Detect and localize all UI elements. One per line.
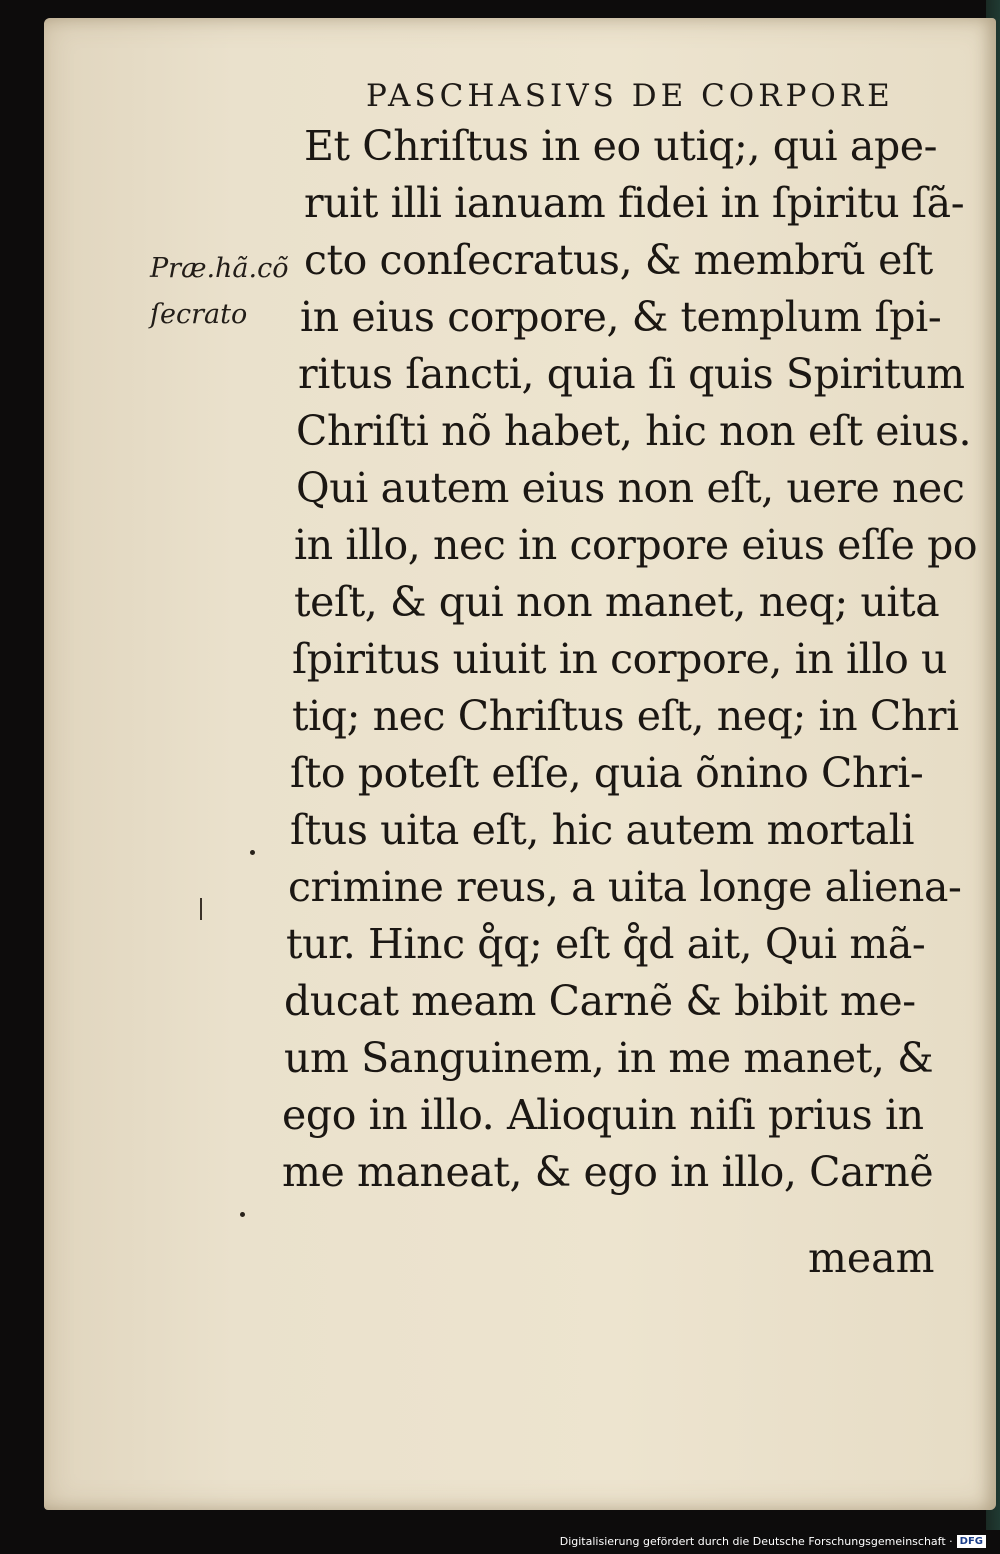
marginal-note (150, 246, 295, 338)
ink-mark (200, 898, 202, 920)
text-line: Et Chriſtus in eo utiq;, qui ape- (304, 122, 938, 170)
text-line: cto conſecratus, & membrũ eſt (304, 236, 933, 284)
marginal-note-line: ſecrato (150, 299, 248, 330)
text-line: ſto poteſt eſſe, quia õnino Chri- (290, 749, 924, 797)
text-line: in eius corpore, & templum ſpi- (300, 293, 942, 341)
text-line: um Sanguinem, in me manet, & (284, 1034, 934, 1082)
text-line: ruit illi ianuam fidei in ſpiritu ſã- (304, 179, 965, 227)
credit-text: Digitalisierung gefördert durch die Deutsche Forschungsgemeinschaft · (559, 1535, 953, 1548)
text-line: crimine reus, a uita longe aliena- (288, 863, 962, 911)
text-line: teſt, & qui non manet, neq; uita (294, 578, 940, 626)
text-line: ſpiritus uiuit in corpore, in illo u (292, 635, 948, 683)
text-line: ritus ſancti, quia ſi quis Spiritum (298, 350, 965, 398)
body-text (282, 118, 978, 1201)
ink-speck (250, 850, 255, 855)
marginal-note-line: Præ.hã.cõ (150, 253, 289, 284)
text-line: in illo, nec in corpore eius eſſe po (294, 521, 978, 569)
ink-speck (240, 1212, 245, 1217)
text-line: me maneat, & ego in illo, Carnẽ (282, 1148, 934, 1196)
catchword: meam (808, 1234, 935, 1282)
text-line: ducat meam Carnẽ & bibit me- (284, 977, 916, 1025)
dfg-logo-icon: DFG (957, 1535, 986, 1548)
running-head: PASCHASIVS DE CORPORE (366, 78, 894, 114)
text-line: tiq; nec Chriſtus eſt, neq; in Chri (292, 692, 959, 740)
digitization-credit (560, 1535, 986, 1548)
text-line: ſtus uita eſt, hic autem mortali (290, 806, 915, 854)
text-line: tur. Hinc q̊q; eſt q̊d ait, Qui mã- (286, 920, 926, 968)
text-line: ego in illo. Alioquin niſi prius in (282, 1091, 924, 1139)
text-line: Qui autem eius non eſt, uere nec (296, 464, 965, 512)
text-line: Chriſti nõ habet, hic non eſt eius. (296, 407, 972, 455)
